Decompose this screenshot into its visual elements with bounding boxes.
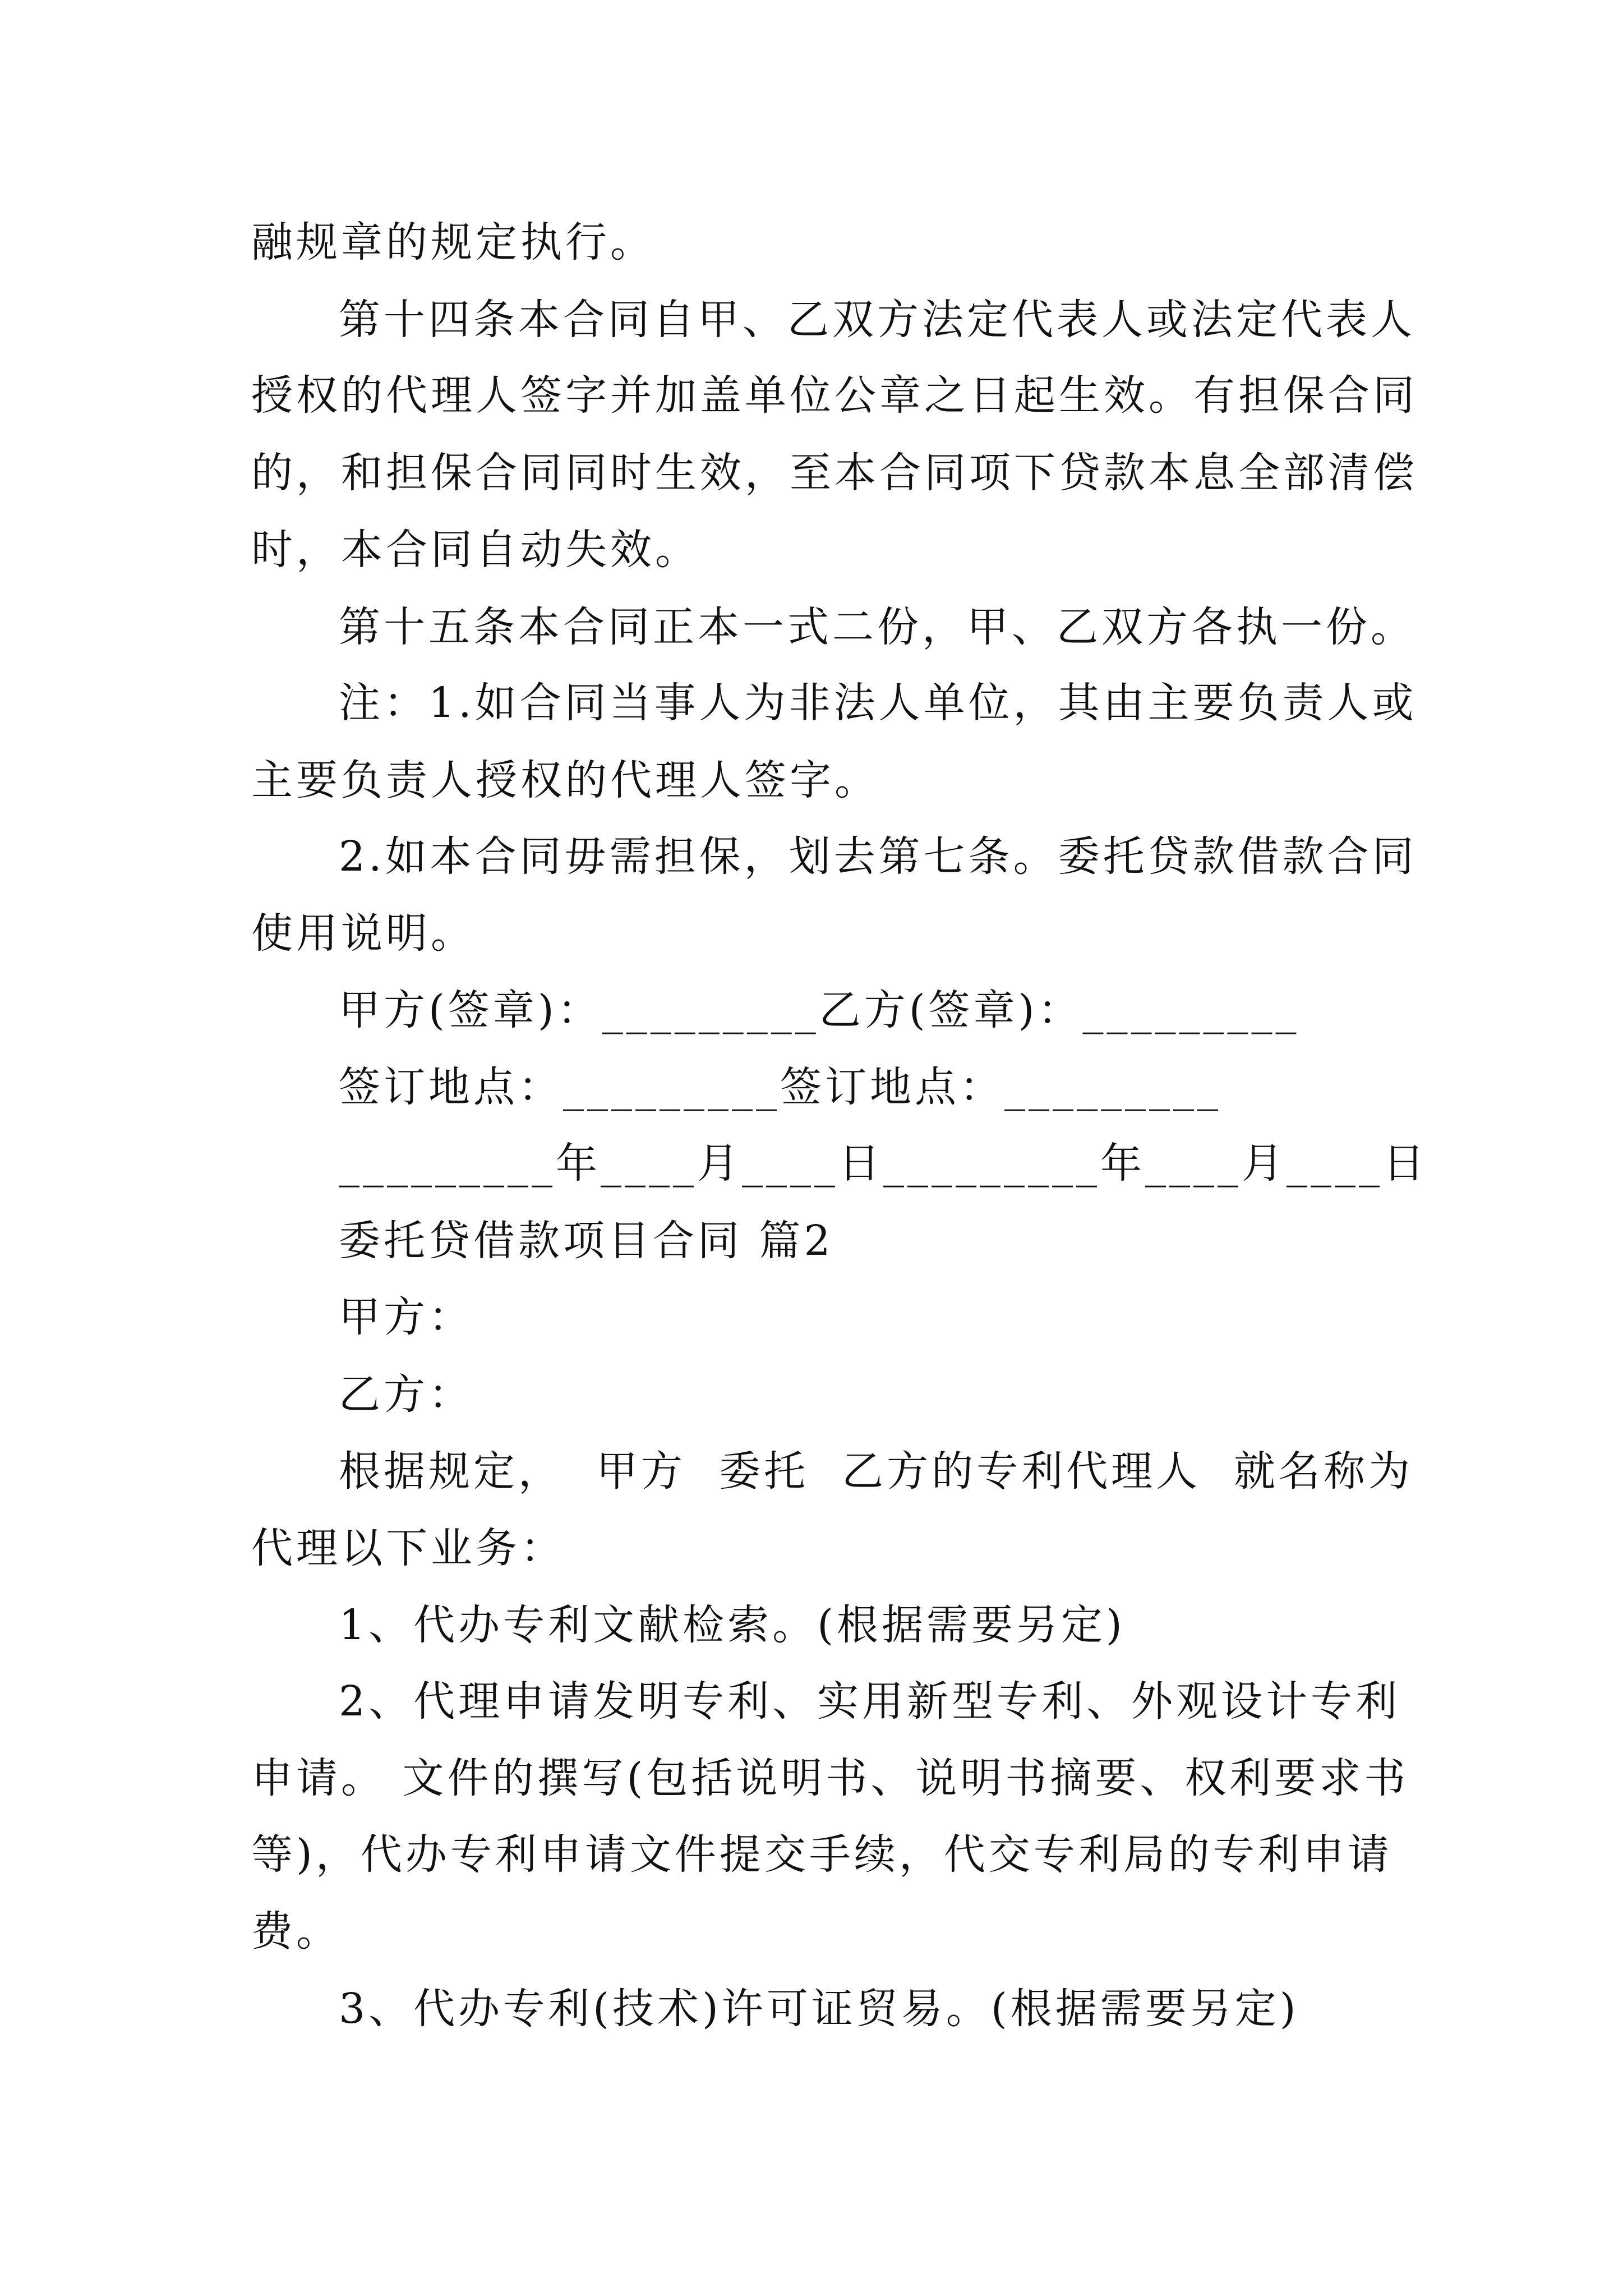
section-title: 委托贷借款项目合同 篇2: [339, 1217, 834, 1265]
date-line: _________年____月____日_________年____月____日: [339, 1139, 1428, 1188]
text-line: 第十四条本合同自甲、乙双方法定代表人或法定代表人: [339, 296, 1415, 344]
text-line: 融规章的规定执行。: [251, 218, 655, 266]
party-a-line: 甲方：: [339, 1293, 473, 1341]
text-line: 根据规定， 甲方 委托 乙方的专利代理人 就名称为: [339, 1447, 1414, 1496]
text-line: 费。: [251, 1907, 341, 1955]
text-line: 代理以下业务：: [251, 1524, 565, 1572]
text-line: 注：1.如合同当事人为非法人单位，其由主要负责人或: [339, 679, 1417, 727]
text-line: 2.如本合同毋需担保，划去第七条。委托贷款借款合同: [339, 832, 1417, 881]
text-line: 第十五条本合同正本一式二份，甲、乙双方各执一份。: [339, 603, 1415, 651]
signature-line: 甲方(签章)：_________乙方(签章)：_________: [339, 986, 1300, 1034]
signing-place-line: 签订地点：_________签订地点：_________: [339, 1063, 1221, 1111]
text-line: 主要负责人授权的代理人签字。: [251, 756, 879, 804]
text-line: 等)，代办专利申请文件提交手续，代交专利局的专利申请: [251, 1830, 1393, 1879]
text-line: 使用说明。: [251, 909, 476, 958]
text-line: 授权的代理人签字并加盖单位公章之日起生效。有担保合同: [251, 371, 1418, 420]
party-b-line: 乙方：: [339, 1370, 473, 1419]
list-item: 3、代办专利(技术)许可证贸易。(根据需要另定): [339, 1985, 1299, 2033]
text-line: 的，和担保合同同时生效，至本合同项下贷款本息全部清偿: [251, 449, 1418, 497]
list-item: 1、代办专利文献检索。(根据需要另定): [339, 1601, 1126, 1649]
text-line: 申请。 文件的撰写(包括说明书、说明书摘要、权利要求书: [251, 1754, 1409, 1802]
list-item: 2、代理申请发明专利、实用新型专利、外观设计专利: [339, 1677, 1401, 1726]
text-line: 时，本合同自动失效。: [251, 526, 700, 574]
